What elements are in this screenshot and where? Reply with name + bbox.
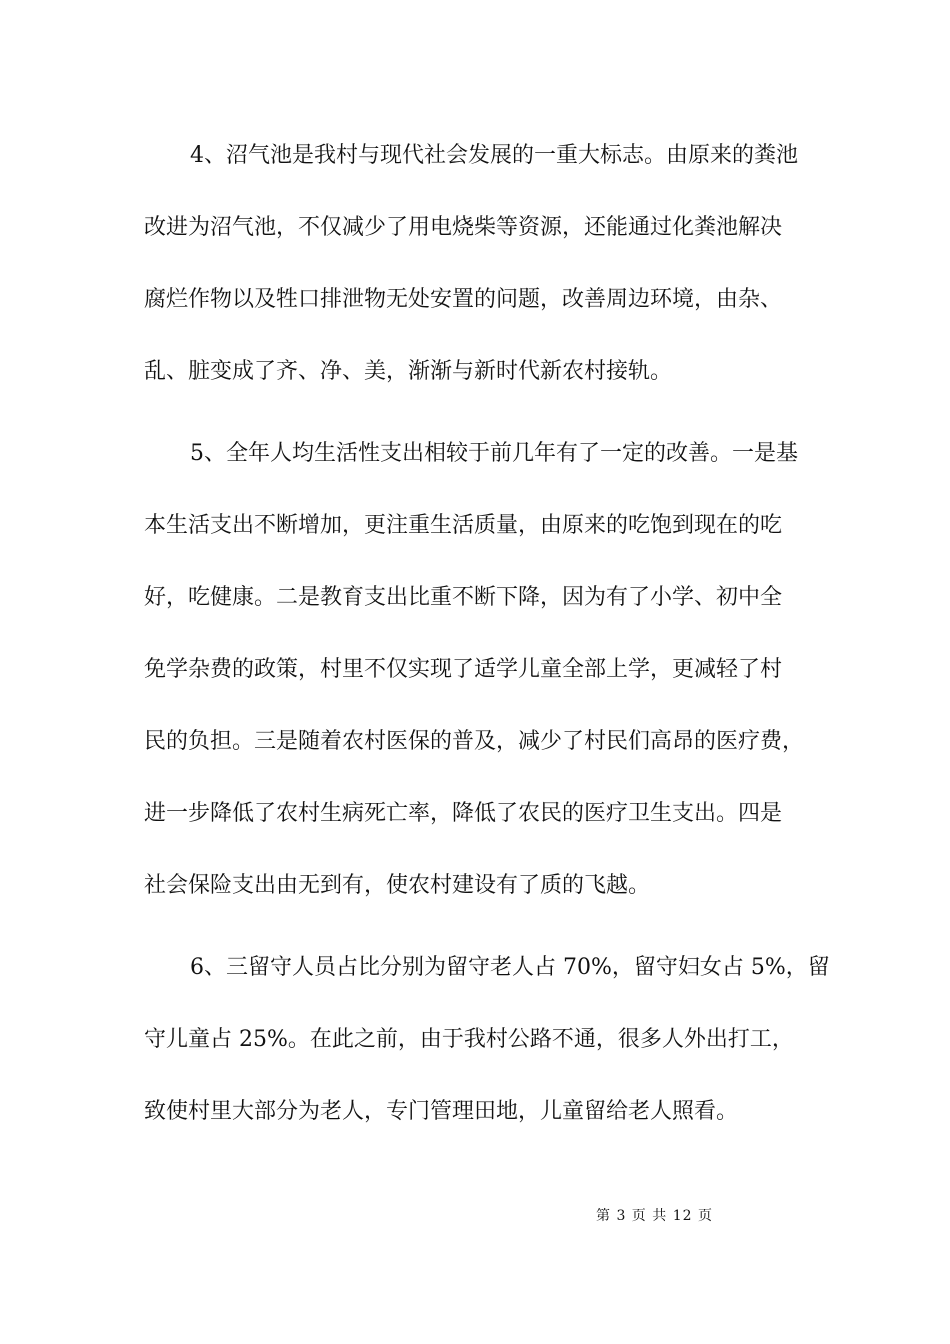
- text-line: 4、沼气池是我村与现代社会发展的一重大标志。由原来的粪池: [190, 143, 798, 168]
- page-number: 第 3 页 共 12 页: [596, 1208, 713, 1224]
- text-line: 乱、脏变成了齐、净、美，渐渐与新时代新农村接轨。: [144, 359, 673, 384]
- text-line: 守儿童占 25%。在此之前，由于我村公路不通，很多人外出打工，: [144, 1027, 794, 1052]
- text-line: 进一步降低了农村生病死亡率，降低了农民的医疗卫生支出。四是: [144, 801, 783, 826]
- text-line: 腐烂作物以及牲口排泄物无处安置的问题，改善周边环境，由杂、: [144, 287, 783, 312]
- text-line: 致使村里大部分为老人，专门管理田地，儿童留给老人照看。: [144, 1099, 739, 1124]
- text-line: 社会保险支出由无到有，使农村建设有了质的飞越。: [144, 873, 651, 898]
- text-line: 民的负担。三是随着农村医保的普及，减少了村民们高昂的医疗费，: [144, 729, 805, 754]
- text-line: 5、全年人均生活性支出相较于前几年有了一定的改善。一是基: [190, 441, 798, 466]
- text-line: 本生活支出不断增加，更注重生活质量，由原来的吃饱到现在的吃: [144, 513, 783, 538]
- text-line: 免学杂费的政策，村里不仅实现了适学儿童全部上学，更减轻了村: [144, 657, 783, 682]
- text-line: 好，吃健康。二是教育支出比重不断下降，因为有了小学、初中全: [144, 585, 783, 610]
- text-line: 6、三留守人员占比分别为留守老人占 70%，留守妇女占 5%，留: [190, 955, 830, 980]
- page-footer: [0, 1206, 950, 1226]
- text-line: 改进为沼气池，不仅减少了用电烧柴等资源，还能通过化粪池解决: [144, 215, 783, 240]
